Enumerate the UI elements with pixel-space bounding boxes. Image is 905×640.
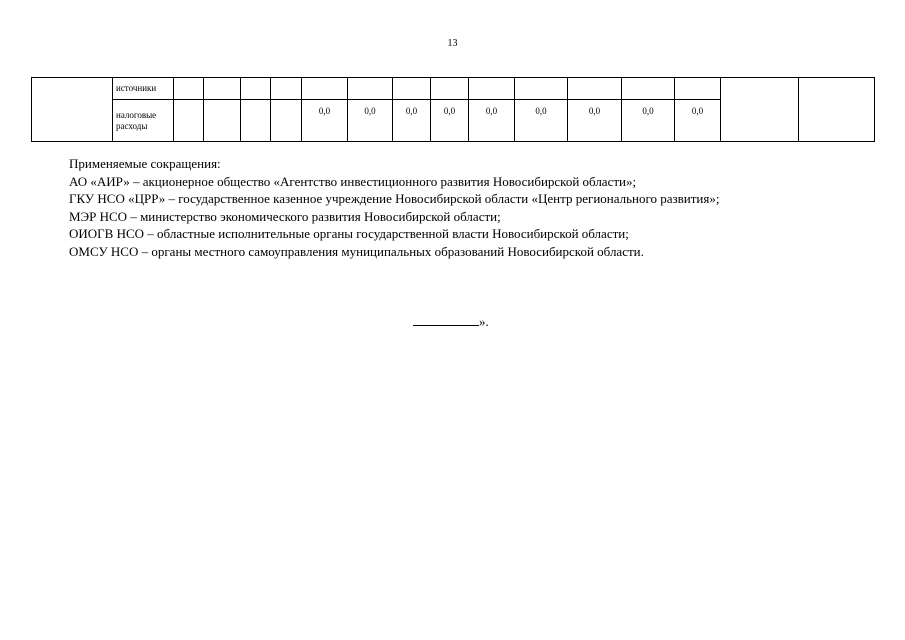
table-cell [675, 78, 721, 100]
table-row-sources [32, 78, 875, 100]
table-cell [393, 78, 431, 100]
table-cell [204, 78, 241, 100]
table-cell [174, 100, 204, 142]
budget-table [31, 77, 875, 142]
table-cell-value: 0,0 [515, 100, 568, 142]
table-cell-value: 0,0 [622, 100, 675, 142]
table-cell-value: 0,0 [393, 100, 431, 142]
table-cell [622, 78, 675, 100]
abbreviation-item: АО «АИР» – акционерное общество «Агентство инвестиционного развития Новосибирской области»; [69, 173, 637, 189]
table-cell-empty-lead [32, 78, 113, 142]
table-cell-value: 0,0 [302, 100, 348, 142]
abbreviation-item: МЭР НСО – министерство экономического развития Новосибирской области; [69, 208, 501, 224]
table-cell [204, 100, 241, 142]
table-cell-merged [799, 78, 875, 142]
table-cell-merged [721, 78, 799, 142]
table-cell [241, 100, 271, 142]
row-label-tax-expenses: налоговые расходы [113, 100, 174, 142]
table-cell [515, 78, 568, 100]
closing-line [413, 312, 489, 330]
table-cell [431, 78, 469, 100]
table-cell-value: 0,0 [568, 100, 622, 142]
table-cell [271, 78, 302, 100]
abbreviation-item: ОИОГВ НСО – областные исполнительные органы государственной власти Новосибирской области; [69, 226, 629, 241]
signature-underline [413, 312, 479, 326]
row-label-sources: источники [113, 78, 174, 100]
table-cell [302, 78, 348, 100]
page-number: 13 [447, 38, 458, 49]
table-cell-value: 0,0 [431, 100, 469, 142]
abbreviations-heading: Применяемые сокращения: [69, 156, 221, 171]
table-cell [174, 78, 204, 100]
table-cell-value: 0,0 [348, 100, 393, 142]
table-cell [568, 78, 622, 100]
closing-mark: ». [479, 314, 489, 329]
table-cell-value: 0,0 [469, 100, 515, 142]
abbreviation-item: ГКУ НСО «ЦРР» – государственное казенное учреждение Новосибирской области «Центр регионального развития»; [69, 191, 720, 206]
table-cell [241, 78, 271, 100]
abbreviation-item: ОМСУ НСО – органы местного самоуправления муниципальных образований Новосибирской области. [69, 243, 644, 259]
table-cell [271, 100, 302, 142]
table-cell [348, 78, 393, 100]
table-cell-value: 0,0 [675, 100, 721, 142]
abbreviations-block [69, 155, 889, 260]
table-cell [469, 78, 515, 100]
